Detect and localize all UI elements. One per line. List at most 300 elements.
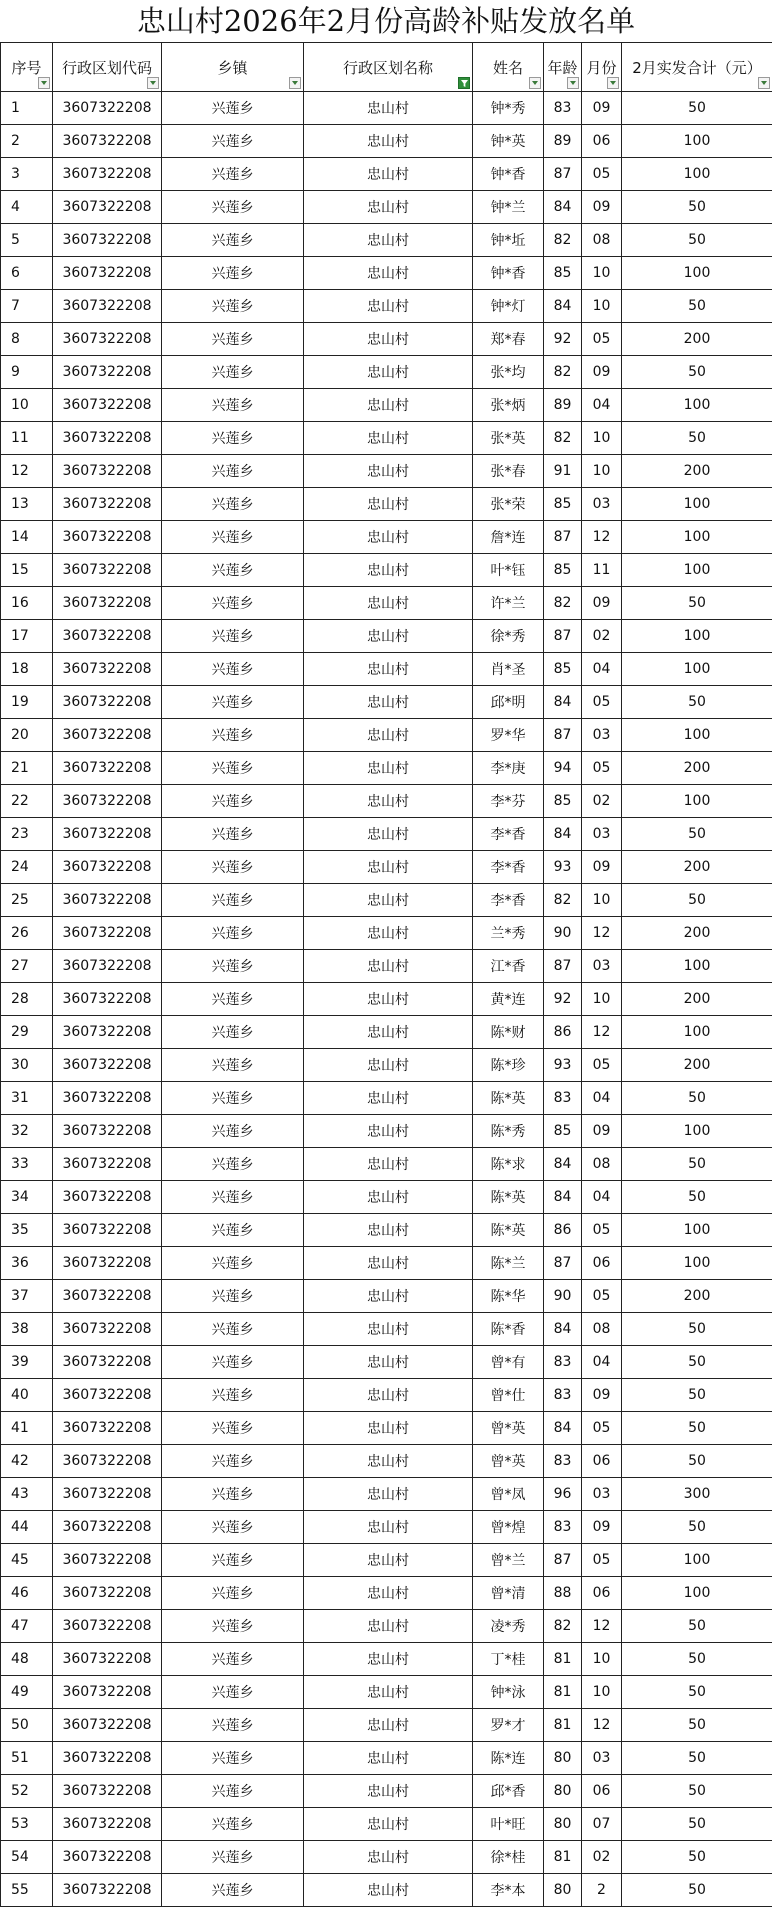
cell-seq[interactable]: 27 bbox=[1, 950, 53, 983]
cell-age[interactable]: 82 bbox=[544, 356, 582, 389]
cell-age[interactable]: 84 bbox=[544, 1148, 582, 1181]
cell-township[interactable]: 兴莲乡 bbox=[162, 389, 304, 422]
cell-month[interactable]: 10 bbox=[582, 455, 622, 488]
cell-region-code[interactable]: 3607322208 bbox=[53, 224, 162, 257]
cell-amount[interactable]: 50 bbox=[622, 1412, 772, 1445]
cell-seq[interactable]: 41 bbox=[1, 1412, 53, 1445]
cell-seq[interactable]: 2 bbox=[1, 125, 53, 158]
cell-month[interactable]: 05 bbox=[582, 1544, 622, 1577]
cell-amount[interactable]: 100 bbox=[622, 719, 772, 752]
cell-region-code[interactable]: 3607322208 bbox=[53, 851, 162, 884]
cell-region-code[interactable]: 3607322208 bbox=[53, 752, 162, 785]
table-row[interactable] bbox=[1, 1544, 772, 1577]
cell-seq[interactable]: 37 bbox=[1, 1280, 53, 1313]
cell-amount[interactable]: 100 bbox=[622, 158, 772, 191]
cell-region-code[interactable]: 3607322208 bbox=[53, 1049, 162, 1082]
table-row[interactable] bbox=[1, 92, 772, 125]
cell-amount[interactable]: 100 bbox=[622, 1577, 772, 1610]
table-row[interactable] bbox=[1, 620, 772, 653]
cell-age[interactable]: 82 bbox=[544, 224, 582, 257]
cell-month[interactable]: 10 bbox=[582, 290, 622, 323]
cell-region-code[interactable]: 3607322208 bbox=[53, 1478, 162, 1511]
cell-region-code[interactable]: 3607322208 bbox=[53, 257, 162, 290]
cell-region-name[interactable]: 忠山村 bbox=[304, 1742, 473, 1775]
cell-seq[interactable]: 25 bbox=[1, 884, 53, 917]
cell-region-code[interactable]: 3607322208 bbox=[53, 125, 162, 158]
cell-month[interactable]: 05 bbox=[582, 1412, 622, 1445]
cell-township[interactable]: 兴莲乡 bbox=[162, 1808, 304, 1841]
cell-name[interactable]: 曾*煌 bbox=[473, 1511, 544, 1544]
table-row[interactable] bbox=[1, 1709, 772, 1742]
cell-name[interactable]: 钟*香 bbox=[473, 257, 544, 290]
cell-region-code[interactable]: 3607322208 bbox=[53, 455, 162, 488]
table-row[interactable] bbox=[1, 191, 772, 224]
cell-amount[interactable]: 100 bbox=[622, 488, 772, 521]
dropdown-filter-icon[interactable] bbox=[529, 77, 541, 89]
cell-township[interactable]: 兴莲乡 bbox=[162, 1412, 304, 1445]
cell-month[interactable]: 05 bbox=[582, 323, 622, 356]
cell-age[interactable]: 93 bbox=[544, 1049, 582, 1082]
cell-seq[interactable]: 44 bbox=[1, 1511, 53, 1544]
cell-township[interactable]: 兴莲乡 bbox=[162, 1610, 304, 1643]
cell-month[interactable]: 08 bbox=[582, 224, 622, 257]
cell-amount[interactable]: 50 bbox=[622, 92, 772, 125]
cell-seq[interactable]: 11 bbox=[1, 422, 53, 455]
cell-name[interactable]: 陈*英 bbox=[473, 1181, 544, 1214]
cell-amount[interactable]: 50 bbox=[622, 1511, 772, 1544]
cell-township[interactable]: 兴莲乡 bbox=[162, 1346, 304, 1379]
cell-name[interactable]: 陈*珍 bbox=[473, 1049, 544, 1082]
cell-age[interactable]: 89 bbox=[544, 125, 582, 158]
active-filter-icon[interactable] bbox=[458, 77, 470, 89]
cell-seq[interactable]: 39 bbox=[1, 1346, 53, 1379]
cell-age[interactable]: 83 bbox=[544, 92, 582, 125]
cell-seq[interactable]: 36 bbox=[1, 1247, 53, 1280]
cell-month[interactable]: 06 bbox=[582, 125, 622, 158]
cell-month[interactable]: 09 bbox=[582, 191, 622, 224]
cell-name[interactable]: 陈*连 bbox=[473, 1742, 544, 1775]
cell-region-code[interactable]: 3607322208 bbox=[53, 1214, 162, 1247]
cell-month[interactable]: 12 bbox=[582, 1610, 622, 1643]
cell-region-name[interactable]: 忠山村 bbox=[304, 356, 473, 389]
cell-month[interactable]: 04 bbox=[582, 1082, 622, 1115]
cell-region-code[interactable]: 3607322208 bbox=[53, 818, 162, 851]
cell-month[interactable]: 10 bbox=[582, 1643, 622, 1676]
cell-region-name[interactable]: 忠山村 bbox=[304, 1049, 473, 1082]
table-row[interactable] bbox=[1, 1775, 772, 1808]
table-row[interactable] bbox=[1, 488, 772, 521]
table-row[interactable] bbox=[1, 884, 772, 917]
cell-region-name[interactable]: 忠山村 bbox=[304, 455, 473, 488]
cell-name[interactable]: 李*香 bbox=[473, 818, 544, 851]
cell-age[interactable]: 83 bbox=[544, 1346, 582, 1379]
cell-township[interactable]: 兴莲乡 bbox=[162, 1313, 304, 1346]
cell-age[interactable]: 84 bbox=[544, 1181, 582, 1214]
cell-name[interactable]: 肖*圣 bbox=[473, 653, 544, 686]
cell-name[interactable]: 许*兰 bbox=[473, 587, 544, 620]
cell-township[interactable]: 兴莲乡 bbox=[162, 1709, 304, 1742]
cell-region-code[interactable]: 3607322208 bbox=[53, 1346, 162, 1379]
cell-amount[interactable]: 50 bbox=[622, 884, 772, 917]
cell-month[interactable]: 04 bbox=[582, 653, 622, 686]
cell-name[interactable]: 邱*香 bbox=[473, 1775, 544, 1808]
cell-township[interactable]: 兴莲乡 bbox=[162, 752, 304, 785]
cell-region-code[interactable]: 3607322208 bbox=[53, 191, 162, 224]
cell-seq[interactable]: 47 bbox=[1, 1610, 53, 1643]
table-row[interactable] bbox=[1, 422, 772, 455]
cell-month[interactable]: 03 bbox=[582, 1478, 622, 1511]
cell-region-code[interactable]: 3607322208 bbox=[53, 1676, 162, 1709]
cell-month[interactable]: 09 bbox=[582, 1115, 622, 1148]
table-row[interactable] bbox=[1, 686, 772, 719]
cell-age[interactable]: 83 bbox=[544, 1511, 582, 1544]
cell-region-name[interactable]: 忠山村 bbox=[304, 686, 473, 719]
cell-age[interactable]: 89 bbox=[544, 389, 582, 422]
cell-seq[interactable]: 26 bbox=[1, 917, 53, 950]
cell-seq[interactable]: 31 bbox=[1, 1082, 53, 1115]
cell-seq[interactable]: 32 bbox=[1, 1115, 53, 1148]
cell-month[interactable]: 2 bbox=[582, 1874, 622, 1907]
cell-name[interactable]: 丁*桂 bbox=[473, 1643, 544, 1676]
cell-region-name[interactable]: 忠山村 bbox=[304, 290, 473, 323]
cell-region-name[interactable]: 忠山村 bbox=[304, 158, 473, 191]
table-row[interactable] bbox=[1, 1346, 772, 1379]
cell-name[interactable]: 陈*求 bbox=[473, 1148, 544, 1181]
table-row[interactable] bbox=[1, 1049, 772, 1082]
cell-name[interactable]: 钟*英 bbox=[473, 125, 544, 158]
cell-township[interactable]: 兴莲乡 bbox=[162, 1214, 304, 1247]
cell-month[interactable]: 12 bbox=[582, 1709, 622, 1742]
cell-age[interactable]: 83 bbox=[544, 1082, 582, 1115]
table-row[interactable] bbox=[1, 1247, 772, 1280]
cell-name[interactable]: 詹*连 bbox=[473, 521, 544, 554]
cell-name[interactable]: 曾*清 bbox=[473, 1577, 544, 1610]
cell-amount[interactable]: 50 bbox=[622, 818, 772, 851]
cell-region-code[interactable]: 3607322208 bbox=[53, 1280, 162, 1313]
cell-region-code[interactable]: 3607322208 bbox=[53, 1016, 162, 1049]
table-row[interactable] bbox=[1, 587, 772, 620]
cell-township[interactable]: 兴莲乡 bbox=[162, 587, 304, 620]
cell-name[interactable]: 兰*秀 bbox=[473, 917, 544, 950]
cell-region-name[interactable]: 忠山村 bbox=[304, 1346, 473, 1379]
cell-region-name[interactable]: 忠山村 bbox=[304, 1214, 473, 1247]
cell-amount[interactable]: 200 bbox=[622, 752, 772, 785]
cell-township[interactable]: 兴莲乡 bbox=[162, 1379, 304, 1412]
cell-age[interactable]: 85 bbox=[544, 1115, 582, 1148]
cell-name[interactable]: 徐*桂 bbox=[473, 1841, 544, 1874]
cell-region-name[interactable]: 忠山村 bbox=[304, 653, 473, 686]
cell-age[interactable]: 85 bbox=[544, 785, 582, 818]
cell-township[interactable]: 兴莲乡 bbox=[162, 1181, 304, 1214]
cell-month[interactable]: 04 bbox=[582, 1181, 622, 1214]
cell-seq[interactable]: 49 bbox=[1, 1676, 53, 1709]
cell-township[interactable]: 兴莲乡 bbox=[162, 1082, 304, 1115]
cell-region-code[interactable]: 3607322208 bbox=[53, 1445, 162, 1478]
cell-seq[interactable]: 54 bbox=[1, 1841, 53, 1874]
cell-name[interactable]: 钟*灯 bbox=[473, 290, 544, 323]
table-row[interactable] bbox=[1, 917, 772, 950]
cell-region-code[interactable]: 3607322208 bbox=[53, 1610, 162, 1643]
cell-region-name[interactable]: 忠山村 bbox=[304, 1775, 473, 1808]
cell-month[interactable]: 09 bbox=[582, 587, 622, 620]
cell-name[interactable]: 曾*凤 bbox=[473, 1478, 544, 1511]
cell-township[interactable]: 兴莲乡 bbox=[162, 1676, 304, 1709]
cell-region-code[interactable]: 3607322208 bbox=[53, 290, 162, 323]
table-row[interactable] bbox=[1, 1280, 772, 1313]
table-row[interactable] bbox=[1, 389, 772, 422]
cell-township[interactable]: 兴莲乡 bbox=[162, 1115, 304, 1148]
cell-region-name[interactable]: 忠山村 bbox=[304, 1577, 473, 1610]
cell-region-code[interactable]: 3607322208 bbox=[53, 92, 162, 125]
cell-township[interactable]: 兴莲乡 bbox=[162, 620, 304, 653]
cell-seq[interactable]: 38 bbox=[1, 1313, 53, 1346]
cell-name[interactable]: 李*庚 bbox=[473, 752, 544, 785]
cell-amount[interactable]: 100 bbox=[622, 1115, 772, 1148]
cell-region-name[interactable]: 忠山村 bbox=[304, 1643, 473, 1676]
cell-month[interactable]: 09 bbox=[582, 851, 622, 884]
table-row[interactable] bbox=[1, 950, 772, 983]
cell-township[interactable]: 兴莲乡 bbox=[162, 1478, 304, 1511]
cell-age[interactable]: 84 bbox=[544, 1412, 582, 1445]
cell-region-name[interactable]: 忠山村 bbox=[304, 1412, 473, 1445]
cell-seq[interactable]: 8 bbox=[1, 323, 53, 356]
cell-township[interactable]: 兴莲乡 bbox=[162, 1874, 304, 1907]
cell-region-name[interactable]: 忠山村 bbox=[304, 752, 473, 785]
cell-amount[interactable]: 100 bbox=[622, 1214, 772, 1247]
cell-amount[interactable]: 200 bbox=[622, 983, 772, 1016]
cell-month[interactable]: 05 bbox=[582, 1049, 622, 1082]
cell-name[interactable]: 钟*秀 bbox=[473, 92, 544, 125]
cell-region-name[interactable]: 忠山村 bbox=[304, 1841, 473, 1874]
cell-township[interactable]: 兴莲乡 bbox=[162, 686, 304, 719]
cell-township[interactable]: 兴莲乡 bbox=[162, 323, 304, 356]
table-row[interactable] bbox=[1, 1610, 772, 1643]
cell-name[interactable]: 陈*兰 bbox=[473, 1247, 544, 1280]
cell-name[interactable]: 钟*兰 bbox=[473, 191, 544, 224]
cell-name[interactable]: 罗*华 bbox=[473, 719, 544, 752]
cell-seq[interactable]: 45 bbox=[1, 1544, 53, 1577]
cell-township[interactable]: 兴莲乡 bbox=[162, 125, 304, 158]
table-row[interactable] bbox=[1, 653, 772, 686]
cell-month[interactable]: 09 bbox=[582, 92, 622, 125]
cell-age[interactable]: 84 bbox=[544, 818, 582, 851]
cell-seq[interactable]: 16 bbox=[1, 587, 53, 620]
cell-amount[interactable]: 100 bbox=[622, 1016, 772, 1049]
cell-region-code[interactable]: 3607322208 bbox=[53, 1313, 162, 1346]
table-row[interactable] bbox=[1, 1016, 772, 1049]
cell-seq[interactable]: 40 bbox=[1, 1379, 53, 1412]
cell-township[interactable]: 兴莲乡 bbox=[162, 785, 304, 818]
cell-region-name[interactable]: 忠山村 bbox=[304, 983, 473, 1016]
cell-age[interactable]: 82 bbox=[544, 884, 582, 917]
table-row[interactable] bbox=[1, 1742, 772, 1775]
cell-region-code[interactable]: 3607322208 bbox=[53, 1742, 162, 1775]
cell-name[interactable]: 曾*仕 bbox=[473, 1379, 544, 1412]
table-row[interactable] bbox=[1, 983, 772, 1016]
cell-month[interactable]: 03 bbox=[582, 1742, 622, 1775]
cell-seq[interactable]: 29 bbox=[1, 1016, 53, 1049]
cell-township[interactable]: 兴莲乡 bbox=[162, 1280, 304, 1313]
cell-seq[interactable]: 5 bbox=[1, 224, 53, 257]
cell-township[interactable]: 兴莲乡 bbox=[162, 653, 304, 686]
cell-region-code[interactable]: 3607322208 bbox=[53, 1874, 162, 1907]
cell-region-name[interactable]: 忠山村 bbox=[304, 785, 473, 818]
cell-age[interactable]: 81 bbox=[544, 1676, 582, 1709]
cell-seq[interactable]: 33 bbox=[1, 1148, 53, 1181]
cell-seq[interactable]: 1 bbox=[1, 92, 53, 125]
cell-region-code[interactable]: 3607322208 bbox=[53, 1115, 162, 1148]
cell-region-name[interactable]: 忠山村 bbox=[304, 587, 473, 620]
cell-name[interactable]: 张*荣 bbox=[473, 488, 544, 521]
cell-region-code[interactable]: 3607322208 bbox=[53, 1577, 162, 1610]
cell-township[interactable]: 兴莲乡 bbox=[162, 422, 304, 455]
cell-seq[interactable]: 50 bbox=[1, 1709, 53, 1742]
cell-month[interactable]: 03 bbox=[582, 488, 622, 521]
cell-amount[interactable]: 50 bbox=[622, 224, 772, 257]
cell-age[interactable]: 92 bbox=[544, 323, 582, 356]
cell-month[interactable]: 10 bbox=[582, 884, 622, 917]
table-row[interactable] bbox=[1, 1577, 772, 1610]
dropdown-filter-icon[interactable] bbox=[607, 77, 619, 89]
cell-township[interactable]: 兴莲乡 bbox=[162, 224, 304, 257]
table-row[interactable] bbox=[1, 224, 772, 257]
cell-age[interactable]: 85 bbox=[544, 257, 582, 290]
cell-seq[interactable]: 53 bbox=[1, 1808, 53, 1841]
cell-age[interactable]: 83 bbox=[544, 1445, 582, 1478]
cell-age[interactable]: 94 bbox=[544, 752, 582, 785]
cell-amount[interactable]: 100 bbox=[622, 125, 772, 158]
cell-name[interactable]: 李*香 bbox=[473, 851, 544, 884]
cell-region-code[interactable]: 3607322208 bbox=[53, 554, 162, 587]
table-row[interactable] bbox=[1, 1148, 772, 1181]
cell-month[interactable]: 06 bbox=[582, 1775, 622, 1808]
cell-seq[interactable]: 35 bbox=[1, 1214, 53, 1247]
cell-township[interactable]: 兴莲乡 bbox=[162, 257, 304, 290]
cell-region-name[interactable]: 忠山村 bbox=[304, 1709, 473, 1742]
cell-township[interactable]: 兴莲乡 bbox=[162, 488, 304, 521]
cell-region-code[interactable]: 3607322208 bbox=[53, 1082, 162, 1115]
cell-name[interactable]: 徐*秀 bbox=[473, 620, 544, 653]
cell-month[interactable]: 12 bbox=[582, 521, 622, 554]
cell-age[interactable]: 91 bbox=[544, 455, 582, 488]
cell-region-name[interactable]: 忠山村 bbox=[304, 620, 473, 653]
cell-age[interactable]: 84 bbox=[544, 290, 582, 323]
cell-age[interactable]: 80 bbox=[544, 1874, 582, 1907]
cell-seq[interactable]: 52 bbox=[1, 1775, 53, 1808]
cell-region-code[interactable]: 3607322208 bbox=[53, 1643, 162, 1676]
cell-amount[interactable]: 50 bbox=[622, 1082, 772, 1115]
cell-region-name[interactable]: 忠山村 bbox=[304, 389, 473, 422]
cell-township[interactable]: 兴莲乡 bbox=[162, 356, 304, 389]
cell-month[interactable]: 03 bbox=[582, 719, 622, 752]
cell-township[interactable]: 兴莲乡 bbox=[162, 983, 304, 1016]
cell-age[interactable]: 83 bbox=[544, 1379, 582, 1412]
cell-region-code[interactable]: 3607322208 bbox=[53, 1412, 162, 1445]
cell-township[interactable]: 兴莲乡 bbox=[162, 290, 304, 323]
cell-month[interactable]: 04 bbox=[582, 1346, 622, 1379]
cell-name[interactable]: 张*英 bbox=[473, 422, 544, 455]
cell-name[interactable]: 张*春 bbox=[473, 455, 544, 488]
cell-name[interactable]: 张*炳 bbox=[473, 389, 544, 422]
cell-month[interactable]: 07 bbox=[582, 1808, 622, 1841]
cell-region-name[interactable]: 忠山村 bbox=[304, 1808, 473, 1841]
cell-name[interactable]: 叶*旺 bbox=[473, 1808, 544, 1841]
cell-region-code[interactable]: 3607322208 bbox=[53, 917, 162, 950]
cell-amount[interactable]: 50 bbox=[622, 1742, 772, 1775]
cell-region-code[interactable]: 3607322208 bbox=[53, 488, 162, 521]
cell-seq[interactable]: 22 bbox=[1, 785, 53, 818]
table-row[interactable] bbox=[1, 851, 772, 884]
cell-amount[interactable]: 100 bbox=[622, 1247, 772, 1280]
cell-age[interactable]: 85 bbox=[544, 554, 582, 587]
cell-region-code[interactable]: 3607322208 bbox=[53, 719, 162, 752]
cell-region-name[interactable]: 忠山村 bbox=[304, 1247, 473, 1280]
cell-name[interactable]: 叶*钰 bbox=[473, 554, 544, 587]
cell-amount[interactable]: 50 bbox=[622, 356, 772, 389]
cell-township[interactable]: 兴莲乡 bbox=[162, 1016, 304, 1049]
cell-name[interactable]: 江*香 bbox=[473, 950, 544, 983]
table-row[interactable] bbox=[1, 554, 772, 587]
cell-seq[interactable]: 18 bbox=[1, 653, 53, 686]
cell-region-name[interactable]: 忠山村 bbox=[304, 125, 473, 158]
cell-seq[interactable]: 6 bbox=[1, 257, 53, 290]
cell-region-name[interactable]: 忠山村 bbox=[304, 1478, 473, 1511]
cell-month[interactable]: 03 bbox=[582, 818, 622, 851]
cell-name[interactable]: 罗*才 bbox=[473, 1709, 544, 1742]
cell-amount[interactable]: 50 bbox=[622, 686, 772, 719]
cell-region-name[interactable]: 忠山村 bbox=[304, 1280, 473, 1313]
cell-region-code[interactable]: 3607322208 bbox=[53, 1379, 162, 1412]
cell-region-code[interactable]: 3607322208 bbox=[53, 1247, 162, 1280]
cell-age[interactable]: 87 bbox=[544, 1544, 582, 1577]
cell-seq[interactable]: 24 bbox=[1, 851, 53, 884]
cell-amount[interactable]: 50 bbox=[622, 290, 772, 323]
cell-month[interactable]: 09 bbox=[582, 356, 622, 389]
table-row[interactable] bbox=[1, 125, 772, 158]
cell-region-name[interactable]: 忠山村 bbox=[304, 1082, 473, 1115]
cell-age[interactable]: 81 bbox=[544, 1709, 582, 1742]
cell-month[interactable]: 11 bbox=[582, 554, 622, 587]
cell-age[interactable]: 82 bbox=[544, 422, 582, 455]
cell-seq[interactable]: 42 bbox=[1, 1445, 53, 1478]
cell-amount[interactable]: 100 bbox=[622, 950, 772, 983]
cell-name[interactable]: 曾*兰 bbox=[473, 1544, 544, 1577]
cell-seq[interactable]: 19 bbox=[1, 686, 53, 719]
cell-name[interactable]: 陈*华 bbox=[473, 1280, 544, 1313]
cell-month[interactable]: 05 bbox=[582, 1280, 622, 1313]
cell-seq[interactable]: 55 bbox=[1, 1874, 53, 1907]
cell-name[interactable]: 钟*坵 bbox=[473, 224, 544, 257]
cell-age[interactable]: 84 bbox=[544, 191, 582, 224]
cell-month[interactable]: 06 bbox=[582, 1247, 622, 1280]
cell-township[interactable]: 兴莲乡 bbox=[162, 455, 304, 488]
cell-age[interactable]: 87 bbox=[544, 521, 582, 554]
cell-region-code[interactable]: 3607322208 bbox=[53, 1775, 162, 1808]
cell-region-name[interactable]: 忠山村 bbox=[304, 1544, 473, 1577]
cell-township[interactable]: 兴莲乡 bbox=[162, 1148, 304, 1181]
cell-region-name[interactable]: 忠山村 bbox=[304, 422, 473, 455]
cell-age[interactable]: 88 bbox=[544, 1577, 582, 1610]
cell-seq[interactable]: 48 bbox=[1, 1643, 53, 1676]
cell-region-code[interactable]: 3607322208 bbox=[53, 587, 162, 620]
cell-region-name[interactable]: 忠山村 bbox=[304, 851, 473, 884]
cell-region-name[interactable]: 忠山村 bbox=[304, 1181, 473, 1214]
cell-region-name[interactable]: 忠山村 bbox=[304, 719, 473, 752]
table-row[interactable] bbox=[1, 1643, 772, 1676]
cell-region-name[interactable]: 忠山村 bbox=[304, 488, 473, 521]
cell-month[interactable]: 08 bbox=[582, 1313, 622, 1346]
cell-region-name[interactable]: 忠山村 bbox=[304, 92, 473, 125]
